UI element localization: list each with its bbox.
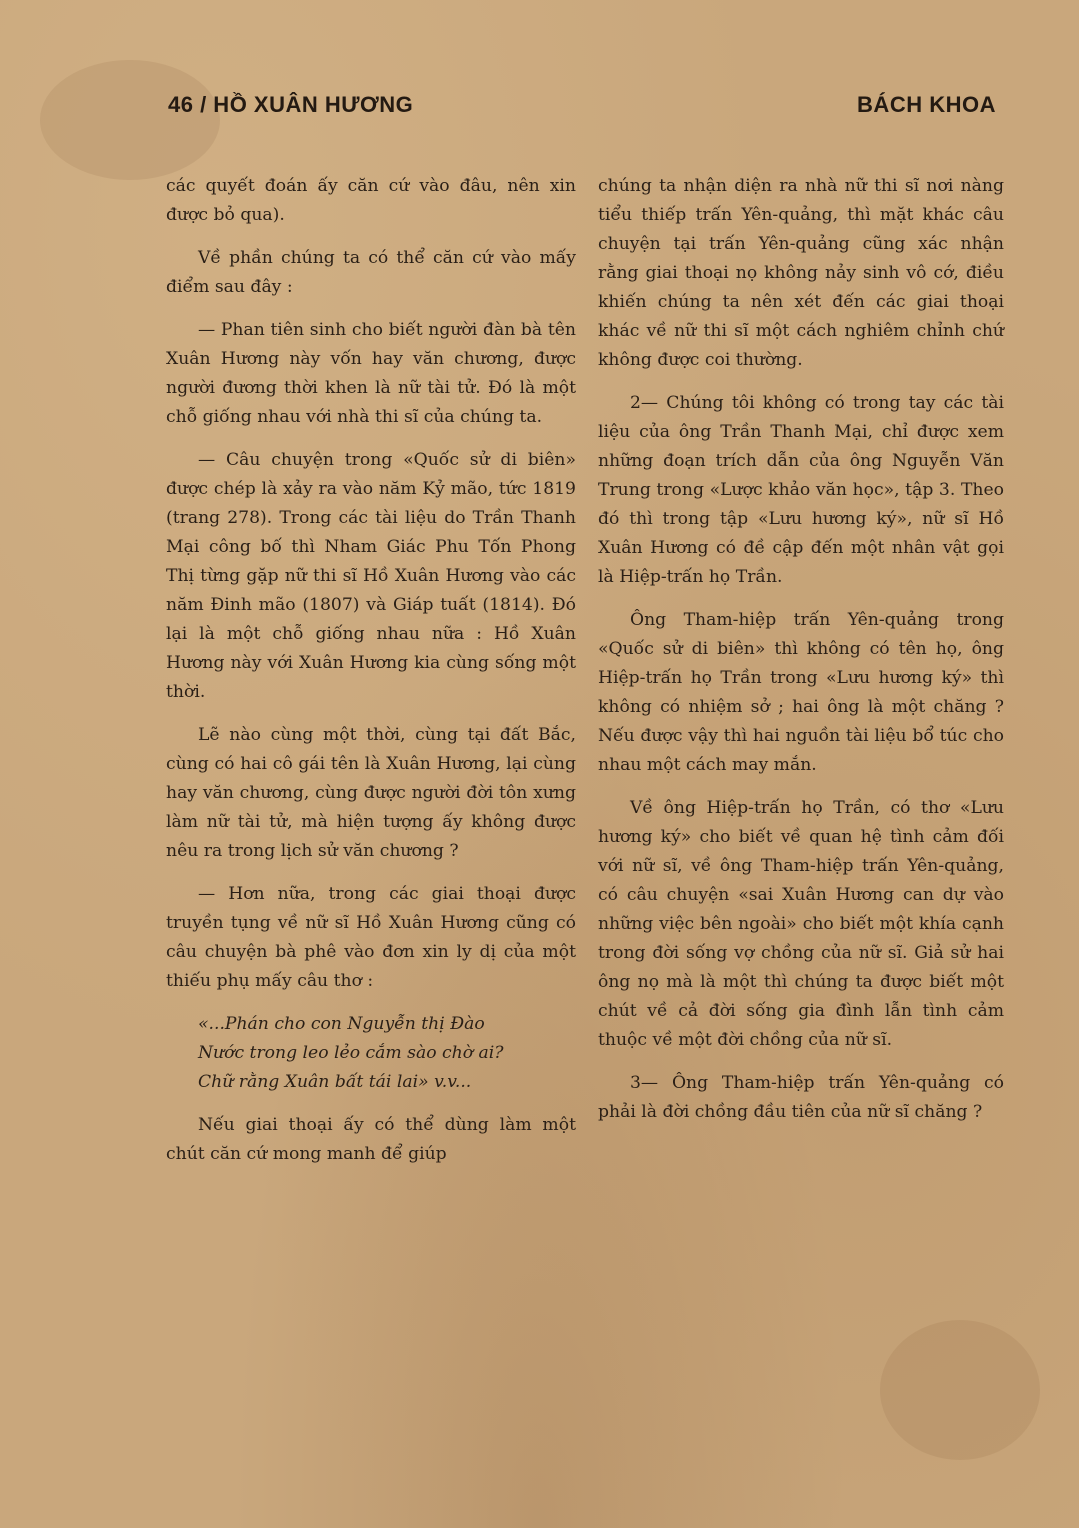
running-title: 46 / HỒ XUÂN HƯƠNG <box>168 92 414 117</box>
left-column <box>166 172 576 1183</box>
quote-line: «...Phán cho con Nguyễn thị Đào <box>198 1014 485 1034</box>
paragraph: Về phần chúng ta có thể căn cứ vào mấy điểm sau đây : <box>166 248 576 297</box>
paragraph: — Câu chuyện trong «Quốc sử di biên» được chép là xảy ra vào năm Kỷ mão, tức 1819 (trang 278). Trong các tài liệu do Trần Thanh Mại công bố thì Nham Giác Phu Tốn Phong Thị từng gặp nữ thi sĩ Hồ Xuân Hương vào các năm Đinh mão (1807) và Giáp tuất (1814). Đó lại là một chỗ giống nhau nữa : Hồ Xuân Hương này với Xuân Hương kia cùng sống một thời. <box>166 450 576 702</box>
right-column <box>598 172 1004 1141</box>
poem-quote <box>166 1010 576 1097</box>
quote-line: Chữ rằng Xuân bất tái lai» v.v... <box>198 1072 472 1092</box>
quote-line: Nước trong leo lẻo cắm sào chờ ai? <box>198 1043 504 1063</box>
paragraph: Lẽ nào cùng một thời, cùng tại đất Bắc, cùng có hai cô gái tên là Xuân Hương, lại cùng hay văn chương, cùng được người đời tôn xưng làm nữ tài tử, mà hiện tượng ấy không được nêu ra trong lịch sử văn chương ? <box>166 725 576 861</box>
paragraph: các quyết đoán ấy căn cứ vào đâu, nên xin được bỏ qua). <box>166 176 576 225</box>
paragraph: — Hơn nữa, trong các giai thoại được truyền tụng về nữ sĩ Hồ Xuân Hương cũng có câu chuyện bà phê vào đơn xin ly dị của một thiếu phụ mấy câu thơ : <box>166 884 576 991</box>
paragraph: 3— Ông Tham-hiệp trấn Yên-quảng có phải là đời chồng đầu tiên của nữ sĩ chăng ? <box>598 1073 1004 1122</box>
paragraph: — Phan tiên sinh cho biết người đàn bà tên Xuân Hương này vốn hay văn chương, được người đương thời khen là nữ tài tử. Đó là một chỗ giống nhau với nhà thi sĩ của chúng ta. <box>166 320 576 427</box>
paragraph: 2— Chúng tôi không có trong tay các tài liệu của ông Trần Thanh Mại, chỉ được xem những đoạn trích dẫn của ông Nguyễn Văn Trung trong «Lược khảo văn học», tập 3. Theo đó thì trong tập «Lưu hương ký», nữ sĩ Hồ Xuân Hương có đề cập đến một nhân vật gọi là Hiệp-trấn họ Trần. <box>598 393 1004 587</box>
paragraph: Ông Tham-hiệp trấn Yên-quảng trong «Quốc sử di biên» thì không có tên họ, ông Hiệp-trấn họ Trần trong «Lưu hương ký» thì không có nhiệm sở ; hai ông là một chăng ? Nếu được vậy thì hai nguồn tài liệu bổ túc cho nhau một cách may mắn. <box>598 610 1004 775</box>
paragraph: chúng ta nhận diện ra nhà nữ thi sĩ nơi nàng tiểu thiếp trấn Yên-quảng, thì mặt khác câu chuyện tại trấn Yên-quảng cũng xác nhận rằng giai thoại nọ không nảy sinh vô cớ, điều khiến chúng ta nên xét đến các giai thoại khác về nữ thi sĩ một cách nghiêm chỉnh chứ không được coi thường. <box>598 176 1004 370</box>
page-header <box>168 92 996 126</box>
paper-stain <box>880 1320 1040 1460</box>
paragraph: Về ông Hiệp-trấn họ Trần, có thơ «Lưu hương ký» cho biết về quan hệ tình cảm đối với nữ sĩ, về ông Tham-hiệp trấn Yên-quảng, có câu chuyện «sai Xuân Hương can dự vào những việc bên ngoài» cho biết một khía cạnh trong đời sống vợ chồng của nữ sĩ. Giả sử hai ông nọ mà là một thì chúng ta được biết một chút về cả đời sống gia đình lẫn tình cảm thuộc về một đời chồng của nữ sĩ. <box>598 798 1004 1050</box>
paragraph: Nếu giai thoại ấy có thể dùng làm một chút căn cứ mong manh để giúp <box>166 1115 576 1164</box>
magazine-name: BÁCH KHOA <box>857 92 996 117</box>
